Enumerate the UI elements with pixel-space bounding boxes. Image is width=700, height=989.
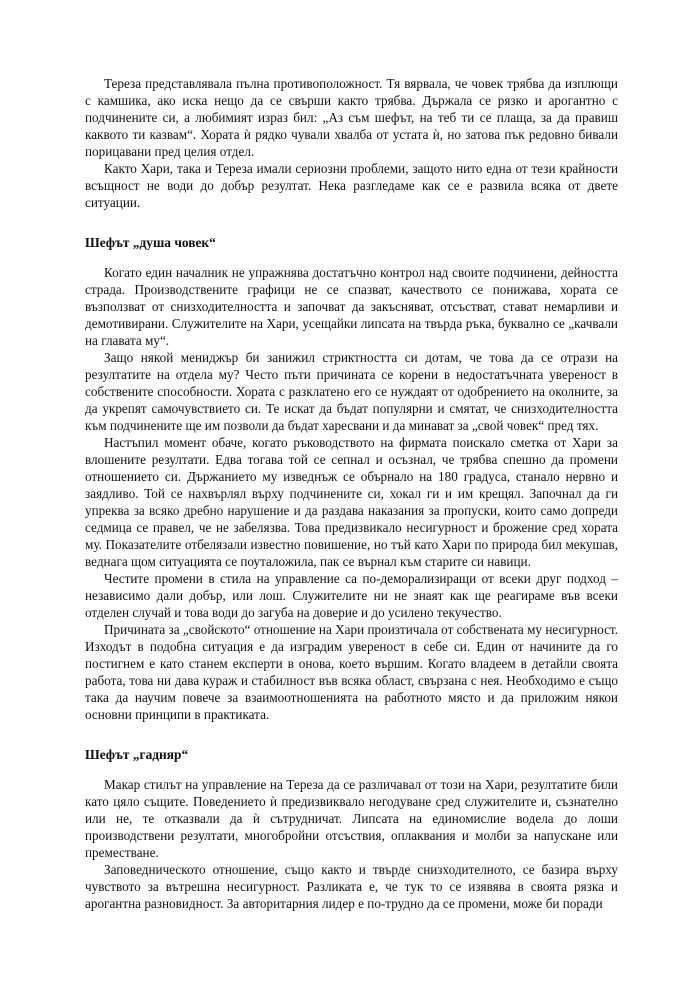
paragraph: Когато един началник не упражнява достатъчно контрол над своите подчинени, дейността страда. Производствените графици не се спазват, качеството се понижава, хората се възползват от снизходителността и започват да закъсняват, отсъстват, стават немарливи и демотивирани. Служителите на Хари, усещайки липсата на твърда ръка, буквално се „качвали на главата му“. <box>85 265 618 348</box>
paragraph: Макар стилът на управление на Тереза да се различавал от този на Хари, резултатите били като цяло същите. Поведението ѝ предизвиквало негодуване сред служителите и, съзнателно или не, те отказвали да ѝ сътрудничат. Липсата на единомислие водела до лоши производствени резултати, многобройни отсъствия, оплаквания и молби за напускане или преместване. <box>85 777 618 860</box>
paragraph: Тереза представлявала пълна противоположност. Тя вярвала, че човек трябва да изплющи с камшика, ако иска нещо да се свърши както трябва. Държала се рязко и арогантно с подчинените си, а любимият израз бил: „Аз съм шефът, на теб ти се плаща, за да правиш каквото ти казвам“. Хората ѝ рядко чували хвалба от устата ѝ, но затова пък редовно бивали порицавани пред целия отдел. <box>85 76 618 159</box>
paragraph: Честите промени в стила на управление са по-деморализиращи от всеки друг подход – независимо дали добър, или лош. Служителите ни не знаят как ще реагираме във всеки отделен случай и това води до загуба на доверие и до усилено текучество. <box>85 571 618 620</box>
paragraph: Както Хари, така и Тереза имали сериозни проблеми, защото нито една от тези крайности всъщност не води до добър резултат. Нека разгледаме как се е развила всяка от двете ситуации. <box>85 161 618 210</box>
section-heading-mean-boss: Шефът „гадняр“ <box>85 747 189 762</box>
paragraph: Причината за „свойското“ отношение на Хари произтичала от собствената му несигурност. Изходът в подобна ситуация е да изградим увереност в себе си. Един от начините да го постигнем е като станем експерти в онова, което вършим. Когато владеем в детайли своята работа, това ни дава кураж и стабилност във всяка област, свързана с нея. Необходимо е също така да научим повече за взаимоотношенията на работното място и да приложим някои основни принципи в практиката. <box>85 622 618 722</box>
document-body <box>85 75 618 912</box>
paragraph: Настъпил момент обаче, когато ръководството на фирмата поискало сметка от Хари за влошените резултати. Едва тогава той се сепнал и осъзнал, че трябва спешно да промени отношението си. Държанието му изведнъж се обърнало на 180 градуса, станало нервно и заядливо. Той се нахвърлял върху подчинените си, хокал ги и им крещял. Започнал да ги упреква за всяко дребно нарушение и да раздава наказания за пропуски, които само допреди седмица се правел, че не забелязва. Това предизвикало несигурност и брожение сред хората му. Показателите отбелязали известно повишение, но тъй като Хари по природа бил мекушав, веднага щом ситуацията се поуталожила, пак се върнал към старите си навици. <box>85 435 618 569</box>
paragraph: Защо някой мениджър би занижил стриктността си дотам, че това да се отрази на резултатите на отдела му? Често пъти причината се корени в недостатъчната увереност в собствените способности. Хората с разклатено его се нуждаят от одобрението на околните, за да укрепят самочувствието си. Те искат да бъдат популярни и смятат, че снизходителността към подчинените ще им позволи да бъдат харесвани и да минават за „свой човек“ пред тях. <box>85 350 618 433</box>
section-heading-kind-boss: Шефът „душа човек“ <box>85 235 216 250</box>
paragraph: Заповедническото отношение, също както и твърде снизходителното, се базира върху чувството за вътрешна несигурност. Разликата е, че тук то се изявява в своята рязка и арогантна разновидност. За авторитарния лидер е по-трудно да се промени, може би поради <box>85 862 618 911</box>
